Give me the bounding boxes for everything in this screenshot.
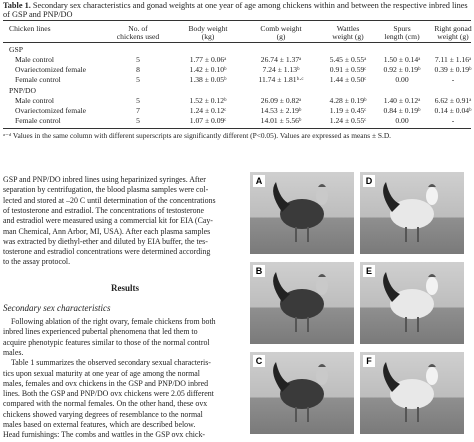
table-cell: 14.01 ± 5.56ᵇ (260, 116, 302, 125)
results-text-line: acquire phenotypic features similar to those of the normal control (3, 337, 210, 347)
table-row-label: Male control (15, 96, 55, 105)
table-cell: 8 (136, 65, 140, 74)
table-cell: 7 (136, 106, 140, 115)
table-header-cell: Comb weight (260, 24, 302, 33)
photo-label: B (253, 265, 265, 277)
table-cell: 6.62 ± 0.91ᵃ (434, 96, 472, 105)
chicken-silhouette (360, 172, 464, 254)
table-header-cell: Body weight (188, 24, 228, 33)
table-cell: 0.14 ± 0.04ᵇ (434, 106, 472, 115)
table-header-cell: Spurs (393, 24, 411, 33)
table-header-cell-unit: chickens used (116, 32, 160, 41)
table-cell: 0.00 (395, 75, 409, 84)
chicken-photo (360, 352, 464, 434)
table-header-cell-unit: (g) (276, 32, 286, 41)
results-subheading: Secondary sex characteristics (3, 303, 111, 313)
table-cell: 7.24 ± 1.13ᵇ (262, 65, 300, 74)
table-cell: 1.19 ± 0.45ᶜ (329, 106, 367, 115)
body-text-line: to the assay protocol. (3, 257, 71, 267)
results-text-line: males. (3, 347, 24, 357)
table-cell: 26.74 ± 1.37ᵃ (260, 55, 302, 64)
chicken-silhouette (250, 262, 354, 344)
body-text-line: and estradiol were measured using a commercial kit for EIA (Cay- (3, 216, 213, 226)
table-header-cell: No. of (128, 24, 148, 33)
body-text-line: man Chemical, Ann Arbor, MI, USA). After each plasma samples (3, 226, 211, 236)
table-row-label: Female control (15, 75, 61, 84)
table-header-cell-unit: weight (g) (437, 32, 469, 41)
table-header-cell: Chicken lines (9, 24, 51, 33)
table-cell: 5 (136, 96, 140, 105)
chicken-photo (250, 172, 354, 254)
table-cell: 1.42 ± 0.10ᵇ (189, 65, 227, 74)
table-header-cell-unit: (kg) (201, 32, 215, 41)
table-cell: 1.38 ± 0.05ᵇ (189, 75, 227, 84)
table-cell: 1.07 ± 0.09ᶜ (189, 116, 227, 125)
table-header-cell: Wattles (336, 24, 360, 33)
results-text-line: Head furnishings: The combs and wattles in the GSP ovx chick- (3, 430, 206, 440)
body-text-line: separation by centrifugation, the blood plasma samples were col- (3, 185, 209, 195)
table-cell: - (451, 116, 455, 125)
photo-label: D (363, 175, 375, 187)
body-text-line: tosterone and estradiol concentrations were determined according (3, 247, 211, 257)
table-caption (3, 1, 473, 19)
table-cell: 0.39 ± 0.19ᵇ (434, 65, 472, 74)
chicken-photo (360, 172, 464, 254)
table-cell: 5 (136, 75, 140, 84)
table-bottom-rule (3, 128, 471, 129)
body-text-line: of testosterone and estradiol. The concentrations of testosterone (3, 205, 205, 215)
chicken-silhouette (360, 262, 464, 344)
table-cell: 11.74 ± 1.81ᵇ·ᶜ (258, 75, 304, 84)
results-text-line: tics upon sexual maturity at one year of age among the normal (3, 368, 200, 378)
body-text-line: GSP and PNP/DO inbred lines using heparinized syringes. After (3, 175, 206, 184)
table-footnote: ᵃ⁻ᵈ Values in the same column with different superscripts are significantly different (P<0.05). Values are expressed as means ± S.D. (3, 131, 392, 140)
table-cell: 0.92 ± 0.19ᵇ (383, 65, 421, 74)
table-cell: 26.09 ± 0.82ᵃ (260, 96, 302, 105)
table-cell: 1.24 ± 0.12ᶜ (189, 106, 227, 115)
photo-label: A (253, 175, 265, 187)
chicken-photo (250, 352, 354, 434)
results-text-line: chickens showed varying degrees of resemblance to the normal (3, 409, 203, 419)
table-cell: 5 (136, 116, 140, 125)
table-row-label: Ovariectomized female (15, 65, 87, 74)
table-cell: 5 (136, 55, 140, 64)
photo-label: F (363, 355, 375, 367)
results-text-line: inbred lines experienced pubertal phenomena that led them to (3, 327, 198, 337)
table-cell: 1.44 ± 0.50ᶜ (329, 75, 367, 84)
photo-label: C (253, 355, 265, 367)
chicken-photo (250, 262, 354, 344)
results-text-line: lines. Both the GSP and PNP/DO ovx chickens were 2.05 different (3, 389, 214, 399)
table-cell: 7.11 ± 1.16ᵃ (434, 55, 472, 64)
table-cell: 0.84 ± 0.19ᵇ (383, 106, 421, 115)
table-top-rule (3, 20, 471, 21)
table-row-label: Ovariectomized female (15, 106, 87, 115)
table-group-label: GSP (9, 45, 23, 54)
results-text-line: males, females and ovx chickens in the GSP and PNP/DO inbred (3, 378, 209, 388)
table-cell: 0.91 ± 0.59ᶜ (329, 65, 367, 74)
table-row-label: Male control (15, 55, 55, 64)
table-row-label: Female control (15, 116, 61, 125)
table-cell: 4.28 ± 0.19ᵇ (329, 96, 367, 105)
table-cell: 0.00 (395, 116, 409, 125)
body-text-line: was extracted by diethyl-ether and diluted by EIA buffer, the tes- (3, 236, 208, 246)
results-text-line: Table 1 summarizes the observed secondary sexual characteris- (11, 358, 211, 368)
table-cell: 14.53 ± 2.19ᵇ (260, 106, 302, 115)
table-cell: 1.50 ± 0.14ᵃ (383, 55, 421, 64)
results-text-line: males based on external features, which are described below. (3, 420, 196, 429)
chicken-silhouette (360, 352, 464, 434)
table-header-cell-unit: length (cm) (384, 32, 420, 41)
table-header-cell: Right gonad (434, 24, 472, 33)
table-cell: 5.45 ± 0.55ᵃ (329, 55, 367, 64)
table-caption-label: Table 1. (3, 1, 31, 10)
results-text-line: compared with the normal females. On the other hand, these ovx (3, 399, 208, 409)
chicken-silhouette (250, 352, 354, 434)
results-text-line: Following ablation of the right ovary, female chickens from both (11, 317, 216, 326)
table-cell: 1.77 ± 0.06ᵃ (189, 55, 227, 64)
table-cell: - (451, 75, 455, 84)
body-text-line: lected and stored at –20 C until determination of the concentrations (3, 195, 216, 205)
table-cell: 1.24 ± 0.55ᶜ (329, 116, 367, 125)
photo-label: E (363, 265, 375, 277)
table-caption-text: Secondary sex characteristics and gonad weights at one year of age among chickens within and between the respective inbred lines of GSP and PNP/DO (3, 1, 468, 20)
table-cell: 1.52 ± 0.12ᵇ (189, 96, 227, 105)
table-header-rule (3, 42, 471, 43)
chicken-photo (360, 262, 464, 344)
table-header-cell-unit: weight (g) (332, 32, 364, 41)
table-group-label: PNP/DO (9, 86, 37, 95)
chicken-silhouette (250, 172, 354, 254)
table-cell: 1.40 ± 0.12ᵃ (383, 96, 421, 105)
results-heading: Results (110, 283, 139, 293)
